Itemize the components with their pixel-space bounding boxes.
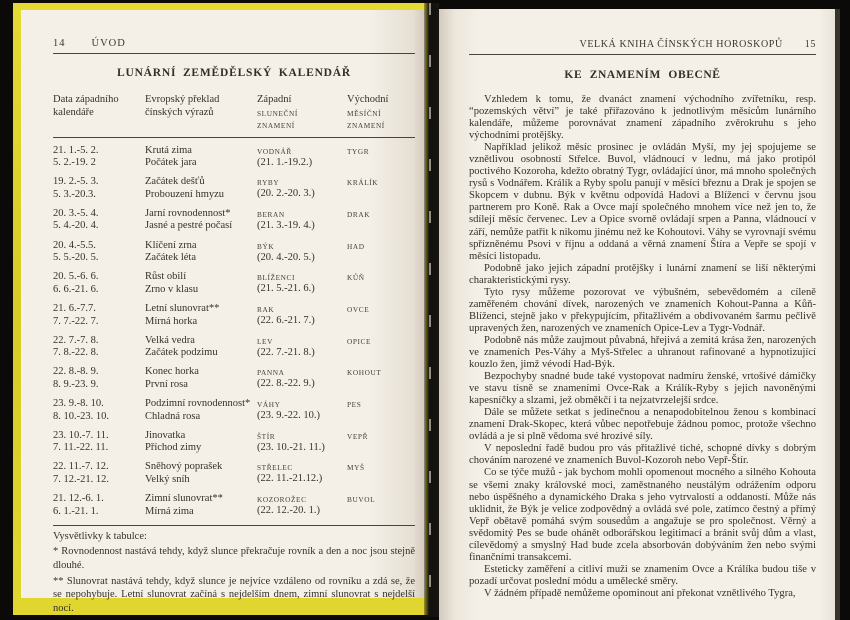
paragraph: Například jelikož měsíc prosinec je ovládán Myší, my jej spojujeme se vznětlivou osobností Střelce. Buvol, vládnoucí v lednu, má jako protipól poctivého Kozoroha, kdežto obratný Tygr, ovládající únor, má mnoho společných rysů s Vodnářem. Králík a Ryby spolu panují v měsíci březnu a Drak je spojen se Skopcem v dubnu. Býk v květnu odpovídá Hadovi a Blíženci v červnu jsou partnerem pro Koně. Rak a Ovce mají společného mnohem více než jen to, že sdílejí měsíc červenec. Lev a Opice svorně ovládají srpen a Panna, vládnoucí v září, nemůže patřit k nikomu jinému než ke Kohoutovi. Váhy se vyrovnají svému spřízněnému Psovi v říjnu a oddaná a věrná znamení Štíra a Vepře se spojí v měsíci listopadu. <box>469 142 816 262</box>
cell-west-sign: VÁHY (23. 9.-22. 10.) <box>257 400 320 421</box>
cell-east-sign: KRÁLÍK <box>347 178 379 188</box>
cell-western-dates: 21. 6.-7.7. 7. 7.-22. 7. <box>53 302 99 327</box>
header-col-east-sign: Východní MĚSÍČNÍ ZNAMENÍ <box>347 94 389 130</box>
cell-translation: Začátek dešťů Probouzení hmyzu <box>145 176 225 200</box>
left-header-rule <box>53 53 415 54</box>
paragraph: Bezpochyby snadné bude také vystopovat nadmíru ženské, vrtošivé dámičky ve stavu tísně se znameními Ovce-Rak a Králík-Ryby s jejich navoněnými kapesníčky a slzami, jež obměkčí i ta nejzatvrzelejší srdce. <box>469 371 816 407</box>
cell-western-dates: 23. 10.-7. 11. 7. 11.-22. 11. <box>53 429 109 454</box>
cell-translation: Zimní slunovrat** Mírná zima <box>145 493 223 517</box>
cell-west-sign: PANNA (22. 8.-22. 9.) <box>257 368 315 390</box>
book-gutter <box>424 3 439 617</box>
cell-translation: Krutá zima Počátek jara <box>145 144 197 169</box>
right-running-title: VELKÁ KNIHA ČÍNSKÝCH HOROSKOPŮ <box>579 39 783 50</box>
cell-western-dates: 22. 7.-7. 8. 7. 8.-22. 8. <box>53 334 99 359</box>
cell-translation: Jinovatka Příchod zimy <box>145 429 202 454</box>
paragraph: Dále se můžete setkat s jedinečnou a nenapodobitelnou ženou s kombinací znamení Drak-Skopec, která vůbec nepotřebuje žádnou pomoc, protože všechno ovládá a je si plně vědoma své hrozivé síly. <box>469 407 816 443</box>
header-col-translation: Evropský překlad čínských výrazů <box>145 94 220 118</box>
cell-east-sign: DRAK <box>347 209 371 219</box>
table-row <box>53 240 415 265</box>
cell-east-sign: OPICE <box>347 336 372 346</box>
cell-western-dates: 22. 8.-8. 9. 8. 9.-23. 9. <box>53 366 99 390</box>
cell-west-sign: KOZOROŽEC (22. 12.-20. 1.) <box>257 495 320 517</box>
table-row <box>53 303 415 328</box>
cell-east-sign: KOHOUT <box>347 368 382 378</box>
cell-east-sign: TYGR <box>347 146 370 156</box>
table-row <box>53 145 415 170</box>
cell-western-dates: 23. 9.-8. 10. 8. 10.-23. 10. <box>53 398 109 422</box>
cell-west-sign: VODNÁŘ (21. 1.-19.2.) <box>257 146 313 168</box>
right-running-header <box>469 39 816 50</box>
header-col-west-sign: Západní SLUNEČNÍ ZNAMENÍ <box>257 94 298 130</box>
paragraph: Podobně nás může zaujmout půvabná, hřejivá a zemitá krása žen, narozených ve znameních Pes-Váhy a Myš-Střelec a uhranout rafinované a hypnotizující kouzlo žen, jimž vévodí Had-Býk. <box>469 334 816 371</box>
cell-west-sign: STŘELEC (22. 11.-21.12.) <box>257 463 323 485</box>
cell-western-dates: 19. 2.-5. 3. 5. 3.-20.3. <box>53 176 99 200</box>
cell-east-sign: HAD <box>347 241 365 251</box>
paragraph: V neposlední řadě budou pro vás přitažlivé tiché, schopné dívky s dobrým chováním narozené ve znameních Buvol-Kozoroh nebo Vepř-Štír. <box>469 443 816 467</box>
footnote-equinox: * Rovnodennost nastává tehdy, když slunce překračuje rovník a den a noc jsou stejně dlouhé. <box>53 546 415 571</box>
cell-western-dates: 20. 4.-5.5. 5. 5.-20. 5. <box>53 239 99 264</box>
cell-western-dates: 21. 12.-6. 1. 6. 1.-21. 1. <box>53 493 104 517</box>
table-row <box>53 271 415 296</box>
table-title: LUNÁRNÍ ZEMĚDĚLSKÝ KALENDÁŘ <box>117 67 351 79</box>
table-footnotes <box>53 525 415 616</box>
cell-west-sign: RYBY (20. 2.-20. 3.) <box>257 178 315 200</box>
cell-west-sign: RAK (22. 6.-21. 7.) <box>257 304 315 326</box>
table-row <box>53 176 415 201</box>
table-row <box>53 461 415 486</box>
table-header-rule <box>53 137 415 138</box>
left-running-header <box>53 38 415 49</box>
table-row <box>53 208 415 233</box>
cell-translation: Růst obilí Zrno v klasu <box>145 271 199 295</box>
calendar-table-header <box>53 94 415 131</box>
paragraph: Co se týče mužů - jak bychom mohli opomenout mocného a silného Kohouta se všemi znaky královské moci, zaměstnaného neustálým odrážením odporu nebo úspěšného a dynamického Draka s jeho vytrvalostí a oddaností. Může nás uklidnit, že Býk je velice zodpovědný a ovládá své pole, zatímco čestný a přímý Vepř obětavě pomáhá svým sousedům a angažuje se pro společnost. Věrný a svědomitý Pes se bude ohánět odborářskou legitimací a bránit svůj dům a vlast, cílevědomý a smyslný Had bude zcela absorbován dobýváním žen nebo svými finančními transakcemi. <box>469 467 816 563</box>
cell-translation: Sněhový poprašek Velký sníh <box>145 461 223 485</box>
right-page <box>439 9 840 620</box>
paragraph: Esteticky zaměření a citliví muži se znamením Ovce a Králíka budou tiše v pozadí určovat poslední módu a umělecké směry. <box>469 563 816 587</box>
cell-translation: Klíčení zrna Začátek léta <box>145 239 197 264</box>
cell-translation: Podzimní rovnodennost* Chladná rosa <box>145 398 251 422</box>
left-running-title: ÚVOD <box>91 38 126 49</box>
table-row <box>53 335 415 360</box>
cell-west-sign: BERAN (21. 3.-19. 4.) <box>257 209 315 231</box>
footnotes-title: Vysvětlivky k tabulce: <box>53 530 147 542</box>
calendar-table-rows <box>53 145 415 519</box>
left-page-number: 14 <box>53 38 66 49</box>
cell-east-sign: VEPŘ <box>347 431 369 441</box>
table-row <box>53 366 415 391</box>
cell-east-sign: OVCE <box>347 304 370 314</box>
footnote-solstice: ** Slunovrat nastává tehdy, když slunce je nejvíce vzdáleno od rovníku a zdá se, že se nepohybuje. Letní slunovrat začíná s nejdelším dnem, zimní slunovrat s nejdelší nocí. <box>53 575 415 614</box>
right-header-rule <box>469 54 816 55</box>
paragraph: V žádném případě nemůžeme opominout ani překonat vznětlivého Tygra, <box>484 587 796 599</box>
paragraph: Podobně jako jejich západní protějšky i lunární znamení se liší některými charakteristickými rysy. <box>469 262 816 286</box>
cell-east-sign: KŮŇ <box>347 273 365 283</box>
cell-west-sign: BÝK (20. 4.-20. 5.) <box>257 241 315 263</box>
table-row <box>53 430 415 455</box>
cell-western-dates: 21. 1.-5. 2. 5. 2.-19. 2 <box>53 144 99 169</box>
body-text <box>469 94 816 600</box>
paragraph: Tyto rysy můžeme pozorovat ve výbušném, sebevědomém a cíleně zaměřeném chování dívek, narozených ve znameních Kohout-Panna a Kůň-Blíženci, stejně jako v překypujícím, přitažlivém a obdivovaném šarmu pečlivě upravených žen, narozených ve znameních Opice-Lev a Tygr-Vodnář. <box>469 286 816 334</box>
cell-translation: Konec horka První rosa <box>145 366 199 390</box>
header-col-dates: Data západního kalendáře <box>53 94 119 118</box>
cell-east-sign: PES <box>347 400 362 409</box>
cell-west-sign: BLÍŽENCI (21. 5.-21. 6.) <box>257 273 315 295</box>
cell-east-sign: MYŠ <box>347 463 365 473</box>
cell-west-sign: ŠTÍR (23. 10.-21. 11.) <box>257 431 325 453</box>
cell-translation: Jarní rovnodennost* Jasné a pestré počasí <box>145 207 233 232</box>
paragraph: Vzhledem k tomu, že dvanáct znamení východního zvířetníku, resp. “pozemských větví” je také přiřazováno k jednotlivým měsícům lunárního kalendáře, můžeme porovnávat znamení západního zvěrokruhu s jeho východními protějšky. <box>469 94 816 142</box>
table-row <box>53 493 415 518</box>
cell-western-dates: 20. 3.-5. 4. 5. 4.-20. 4. <box>53 207 99 232</box>
right-page-number: 15 <box>804 39 816 50</box>
cell-western-dates: 22. 11.-7. 12. 7. 12.-21. 12. <box>53 461 109 485</box>
cell-western-dates: 20. 5.-6. 6. 6. 6.-21. 6. <box>53 271 99 295</box>
table-row <box>53 398 415 423</box>
section-title: KE ZNAMENÍM OBECNĚ <box>564 69 721 81</box>
cell-east-sign: BUVOL <box>347 495 376 505</box>
left-page <box>21 10 425 614</box>
cell-translation: Letní slunovrat** Mírná horka <box>145 302 220 327</box>
cell-translation: Velká vedra Začátek podzimu <box>145 334 218 359</box>
cell-west-sign: LEV (22. 7.-21. 8.) <box>257 336 315 358</box>
